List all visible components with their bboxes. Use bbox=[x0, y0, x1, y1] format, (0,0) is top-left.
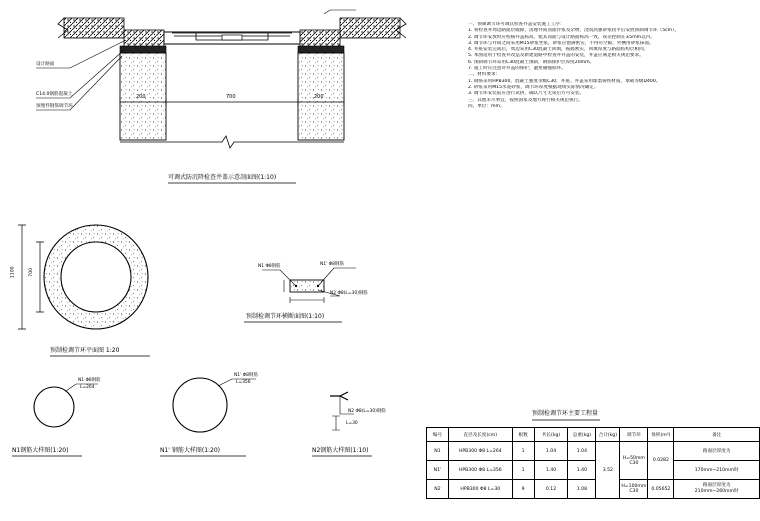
table-cell: N2 bbox=[427, 480, 449, 499]
n1-detail-length: L=264 bbox=[80, 385, 95, 390]
table-volume-b: 0.05652 bbox=[648, 480, 674, 499]
table-total: 3.52 bbox=[596, 442, 620, 499]
table-header: 根数 bbox=[512, 428, 534, 442]
note-line: 三、其他未尽事宜，按照国家及地方现行相关规范执行。 bbox=[468, 97, 583, 103]
quantity-table bbox=[426, 427, 760, 499]
n1-detail-title: N1钢筋大样图(1:20) bbox=[12, 447, 69, 454]
note-line: 2. 砂浆采用M15水泥砂浆，调节环厚度根据现场实际情况确定。 bbox=[468, 84, 599, 90]
n1p-detail-length: L=356 bbox=[236, 380, 251, 385]
table-cell: 1.08 bbox=[568, 480, 596, 499]
n2-detail-length: L=30 bbox=[346, 421, 358, 426]
table-header-row bbox=[427, 428, 760, 442]
table-row bbox=[427, 442, 760, 461]
note-line: 7. 施工时应注意对井盖的保护，避免碰撞损坏。 bbox=[468, 66, 566, 72]
n1p-detail-title: N1' 钢筋大样图(1:20) bbox=[160, 447, 221, 454]
note-line: 二、材料要求： bbox=[468, 72, 501, 78]
table-remark-b2: 210mm~260mm时 bbox=[694, 489, 739, 494]
ring-plan-view bbox=[18, 225, 148, 329]
table-cell: HPB300 Φ8 L=30 bbox=[448, 480, 512, 499]
table-row bbox=[427, 461, 760, 480]
ring-dim-outer: 1100 bbox=[10, 266, 16, 279]
table-cell: HPB300 Φ8 L=264 bbox=[448, 442, 512, 461]
table-remark-b bbox=[674, 480, 760, 499]
section-label-concrete: C14.0钢筋混凝土 bbox=[36, 92, 73, 97]
table-cell: 0.12 bbox=[534, 480, 568, 499]
adjust-ring-left bbox=[120, 46, 166, 53]
ring-section-n1-label: N1 Φ8钢筋 bbox=[258, 264, 281, 269]
ring-section-title: 预制检调节环横断面图(1:10) bbox=[246, 313, 325, 320]
section-dim-left: 200 bbox=[136, 94, 146, 100]
n2-detail-label: N2 Φ8(L=30)钢筋 bbox=[348, 409, 386, 414]
n1-detail-label: N1 Φ8钢筋 bbox=[78, 378, 101, 383]
ring-dim-lines bbox=[18, 225, 44, 329]
section-label-ring: 预埋件钢筋调节环 bbox=[36, 104, 73, 109]
table-header: 共长(kg) bbox=[534, 428, 568, 442]
ring-plan-title: 预制检调节环平面图 1:20 bbox=[50, 347, 120, 354]
ring-section-n2-label: N2 Φ8(L=30)钢筋 bbox=[330, 291, 368, 296]
note-line: 1. 钢筋采用HPB300，混凝土强度等级C30，井座、井盖采用球墨铸铁材质，承载等级D400。 bbox=[468, 78, 661, 84]
table-cell: 1 bbox=[512, 461, 534, 480]
table-header: 编号 bbox=[427, 428, 449, 442]
table-cell: 1.40 bbox=[534, 461, 568, 480]
table-cell: 1 bbox=[512, 442, 534, 461]
table-remark-b1: 路面层厚度为 bbox=[702, 483, 731, 488]
table-remark-a1: 路面层厚度为 bbox=[674, 442, 760, 461]
table-remark-a2: 170mm~210mm时 bbox=[674, 461, 760, 480]
leader-lines bbox=[36, 40, 126, 110]
section-dim-mid: 700 bbox=[226, 94, 236, 100]
adjust-ring-right bbox=[298, 46, 344, 53]
table-cell: 9 bbox=[512, 480, 534, 499]
road-pavement-left bbox=[64, 18, 124, 38]
n1p-rebar-ring bbox=[173, 378, 227, 432]
cover-handle bbox=[222, 35, 242, 40]
top-leaders bbox=[324, 10, 356, 14]
table-cell: HPB300 Φ8 L=356 bbox=[448, 461, 512, 480]
n2-detail-title: N2钢筋大样图(1:10) bbox=[312, 447, 369, 454]
note-line: 3. 调节环与井筒之间采用M15砂浆坐浆，砂浆应饱满密实，不得有空隙，外侧用砂浆抹面。 bbox=[468, 40, 654, 46]
table-header: 直径及长度(cm) bbox=[448, 428, 512, 442]
table-ring-a: H=50mm C30 bbox=[620, 442, 648, 480]
note-line: 6. 预制调节环采用C30混凝土预制，钢筋保护层厚度20mm。 bbox=[468, 59, 595, 65]
n1-rebar-ring bbox=[34, 387, 74, 427]
ring-dim-inner: 700 bbox=[29, 267, 35, 277]
table-row bbox=[427, 480, 760, 499]
table-cell: 1.04 bbox=[534, 442, 568, 461]
table-header: 调节环 bbox=[620, 428, 648, 442]
note-line: 2. 调节环安放时应校核井盖标高，使其顶面与设计路面标高一致，误差控制在±5mm以内。 bbox=[468, 34, 655, 40]
note-line: 5. 本图适用于检查井改造及新建道路中检查井井盖的安装，井盖应满足相关规范要求。 bbox=[468, 53, 644, 59]
ring-inner bbox=[61, 242, 131, 312]
design-notes bbox=[468, 22, 750, 110]
note-line: 1. 将检查井周边路面层破除，清理井筒顶面浮浆及杂物，浇筑高强砂浆找平后安放预制调节环（5cm）。 bbox=[468, 28, 680, 34]
table-cell: N1' bbox=[427, 461, 449, 480]
note-line: 4. 井座安装完成后，周边采用C30混凝土回填，振捣密实，回填厚度与路面结构层相同。 bbox=[468, 47, 649, 53]
table-cell: 1.40 bbox=[568, 461, 596, 480]
section-label-pavement: 设计路面 bbox=[36, 62, 55, 67]
n1p-detail-label: N1' Φ8钢筋 bbox=[234, 373, 258, 378]
table-ring-b: H=100mm C30 bbox=[620, 480, 648, 499]
table-cell: N1 bbox=[427, 442, 449, 461]
section-title: 可调式防沉降检查井盖示意剖面图(1:10) bbox=[168, 174, 277, 181]
note-line: 3. 调节环安装前应进行试拼，确认尺寸无误后方可安装。 bbox=[468, 91, 585, 97]
ring-cross-section bbox=[262, 268, 356, 303]
manhole-section-view bbox=[36, 10, 406, 148]
note-line: 四、单位：mm。 bbox=[468, 103, 505, 109]
table-header: 体积(m³) bbox=[648, 428, 674, 442]
table-title: 预制检调节环主要工程量 bbox=[532, 410, 599, 417]
table-header: 合计(kg) bbox=[596, 428, 620, 442]
road-pavement-right bbox=[340, 18, 400, 38]
table-header: 总重(kg) bbox=[568, 428, 596, 442]
note-line: 一、预制调节环可调式检查井盖安装施工工序： bbox=[468, 22, 565, 27]
table-volume-a: 0.0282 bbox=[648, 442, 674, 480]
table-cell: 1.04 bbox=[568, 442, 596, 461]
ring-section-n1p-label: N1' Φ8钢筋 bbox=[320, 262, 344, 267]
table-header: 备注 bbox=[674, 428, 760, 442]
n2-rebar bbox=[330, 392, 348, 400]
section-dim-right: 200 bbox=[314, 94, 324, 100]
